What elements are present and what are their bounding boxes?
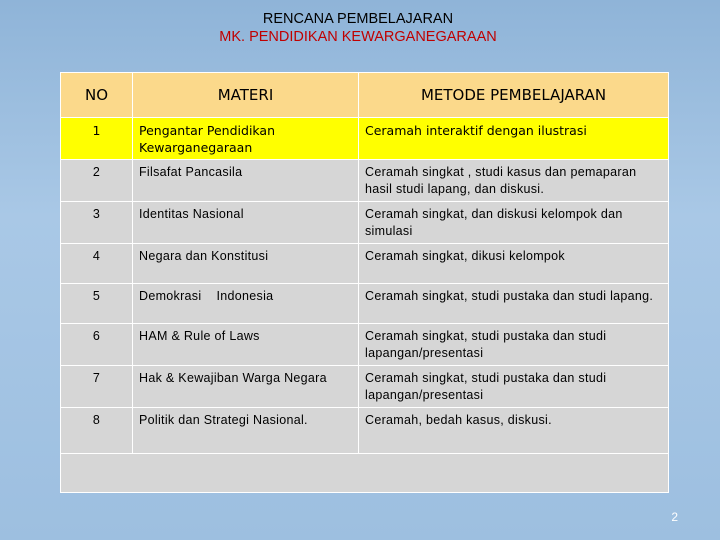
materi-cell <box>133 244 359 284</box>
table-row <box>61 408 669 454</box>
metode-cell <box>359 284 669 324</box>
metode-cell <box>359 244 669 284</box>
row-number: 7 <box>92 371 101 385</box>
metode-text: Ceramah singkat, dikusi kelompok <box>365 249 565 263</box>
row-number: 5 <box>92 289 101 303</box>
table-row <box>61 202 669 244</box>
materi-text: Demokrasi Indonesia <box>139 289 274 303</box>
row-number: 4 <box>92 249 101 263</box>
row-number-cell <box>61 244 133 284</box>
title-line-2: MK. PENDIDIKAN KEWARGANEGARAAN <box>219 29 497 45</box>
materi-text: HAM & Rule of Laws <box>139 329 260 343</box>
row-number-cell <box>61 408 133 454</box>
metode-text: Ceramah singkat, studi pustaka dan studi lapang. <box>365 289 654 303</box>
materi-cell <box>133 324 359 366</box>
metode-cell <box>359 366 669 408</box>
table-row <box>61 366 669 408</box>
metode-text: Ceramah interaktif dengan ilustrasi <box>365 123 587 138</box>
row-number-cell <box>61 366 133 408</box>
table-row <box>61 244 669 284</box>
materi-cell <box>133 118 359 160</box>
metode-text: Ceramah singkat, dan diskusi kelompok dan simulasi <box>365 207 623 238</box>
metode-text: Ceramah singkat, studi pustaka dan studi lapangan/presentasi <box>365 329 607 360</box>
metode-cell <box>359 324 669 366</box>
table-row <box>61 324 669 366</box>
lesson-plan-table <box>60 72 669 493</box>
materi-cell <box>133 366 359 408</box>
row-number-cell <box>61 118 133 160</box>
metode-cell <box>359 118 669 160</box>
materi-text: Negara dan Konstitusi <box>139 249 269 263</box>
title-line-1: RENCANA PEMBELAJARAN <box>262 11 454 27</box>
metode-text: Ceramah, bedah kasus, diskusi. <box>365 413 552 427</box>
metode-text: Ceramah singkat , studi kasus dan pemaparan hasil studi lapang, dan diskusi. <box>365 165 637 196</box>
metode-cell <box>359 408 669 454</box>
materi-cell <box>133 408 359 454</box>
row-number: 8 <box>92 413 101 427</box>
row-number: 2 <box>92 165 101 179</box>
row-number-cell <box>61 160 133 202</box>
row-number: 1 <box>92 123 101 138</box>
page-number: 2 <box>671 510 678 524</box>
table-row <box>61 118 669 160</box>
materi-text: Filsafat Pancasila <box>139 165 243 179</box>
materi-text: Pengantar Pendidikan Kewarganegaraan <box>139 123 276 155</box>
row-number: 3 <box>92 207 101 221</box>
metode-text: Ceramah singkat, studi pustaka dan studi lapangan/presentasi <box>365 371 607 402</box>
materi-text: Politik dan Strategi Nasional. <box>139 413 308 427</box>
metode-cell <box>359 202 669 244</box>
row-number: 6 <box>92 329 101 343</box>
row-number-cell <box>61 284 133 324</box>
header-metode: METODE PEMBELAJARAN <box>359 73 669 118</box>
materi-text: Identitas Nasional <box>139 207 244 221</box>
materi-cell <box>133 202 359 244</box>
materi-text: Hak & Kewajiban Warga Negara <box>139 371 327 385</box>
table-row <box>61 160 669 202</box>
table-header-row <box>61 73 669 118</box>
metode-cell <box>359 160 669 202</box>
row-number-cell <box>61 324 133 366</box>
row-number-cell <box>61 202 133 244</box>
empty-cell <box>61 454 669 493</box>
header-no: NO <box>61 73 133 118</box>
header-materi: MATERI <box>133 73 359 118</box>
table-empty-row <box>61 454 669 493</box>
materi-cell <box>133 284 359 324</box>
table-row <box>61 284 669 324</box>
materi-cell <box>133 160 359 202</box>
slide-title <box>0 10 716 46</box>
